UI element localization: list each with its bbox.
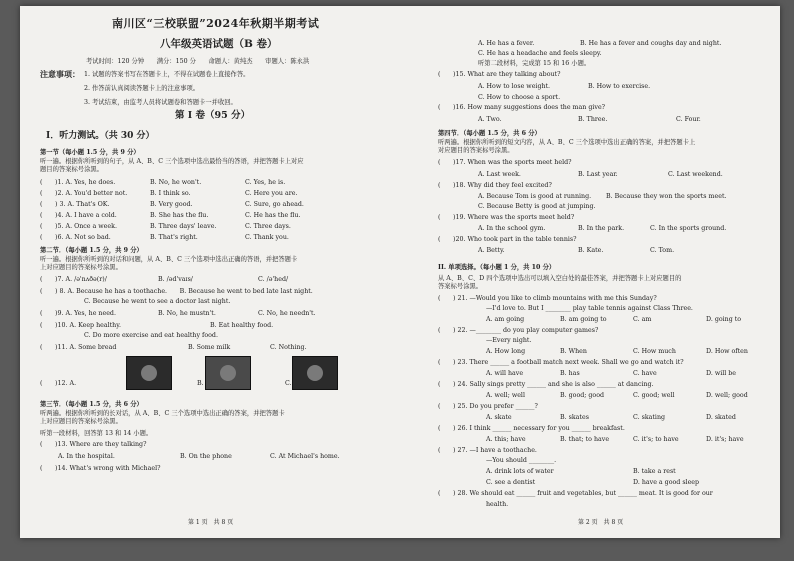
page-1: 南川区“三校联盟”2024年秋期半期考试 八年级英语试题（B 卷） 考试时间：120 分钟 满分：150 分 命题人：黄纯杰 审题人：陈永洪 注意事项： 1. 试题的答案书写在答题卡上，不得在试题卷上直接作答。 2. 作答前认真阅读答题卡上的注意事项。 3. 考试结束，由监考人员将试题卷和答题卡一并收回。 第 I 卷（95 分） I．听力测试。（共 30 分） 第一节（每小题 1.5 分，共 9 分） 听一遍。根据你所听到的句子，从 A、B、C 三个选项中选出最恰当的答语，并把答题卡上对应 题目的答案标号涂黑。 ( )1. A. Yes, he does. B. No, he won't. C. Yes, he is. ( )2. A. You'd better not. B. I think so. C. Here you are. ( ) 3. A. That's OK. B. Very good. C. Sure, go ahead. ( )4. A. I have a cold. B. She has the flu. C. He has the flu. ( )5. A. Once a week. B. Three days' leave. C. Three days. ( )6. A. Not so bad. B. That's right. C. Thank you. 第二节．（每小题 1.5 分，共 9 分） 听一遍。根据你所听到的对话和问题，从 A、B、C 三个选项中选出正确的答语，并把答题卡 上对应题目的答案标号涂黑。 ( )7. A. /ə'nʌðə(r)/ B. /əd'vaɪs/ C. /ə'hed/ ( ) 8. A. Because he has a toothache. B. Because he went to bed late last night. C. Because he went to see a doctor last night. ( )9. A. Yes, he need. B. No, he mustn't. C. No, he needn't. ( )10. A. Keep healthy. B. Eat healthy food. C. Do more exercise and eat healthy food. ( )11. A. Some bread B. Some milk C. Nothing. ( )12. A. B. C. 第三节．（每小题 1.5 分，共 6 分） 听两遍。根据你所听到的长对话，从 A、B、C 三个选项中选出正确的答案，并把答题卡 上对应题目的答案标号涂黑。 听第一段材料，回答第 13 和 14 小题。 ( )13. Where are they talking? A. In the hospital. B. On the phone C. At Michael's home. ( )14. What's wrong with Michael? 第 1 页 共 8 页 [40,17,340,526]
note-1: 1. 试题的答案书写在答题卡上，不得在试题卷上直接作答。 [84,71,250,78]
section-1-heading: I．听力测试。（共 30 分） [46,131,155,141]
q13: ( )13. Where are they talking? [40,441,147,448]
q18-option-c: C. Because Betty is good at jumping. [478,203,596,210]
section-2-instruction-1: 从 A、B、C、D 四个选项中选出可以填入空白处的最佳答案，并把答题卡上对应题目的 [438,275,682,282]
s1-instruction-1: 听一遍。根据你所听到的句子，从 A、B、C 三个选项中选出最恰当的答语，并把答题卡上对应 [40,158,304,165]
s4-instruction-2: 对应题目的答案标号涂黑。 [438,147,514,154]
q15: ( )15. What are they talking about? [438,71,561,78]
s3-note-2: 听第二段材料，完成第 15 和 16 小题。 [478,60,591,67]
q22-reply: —Every night. [486,337,532,344]
section-2-instruction-2: 答案标号涂黑。 [438,283,483,290]
q14-option-c: C. He has a headache and feels sleepy. [478,50,602,57]
q14: ( )14. What's wrong with Michael? [40,465,161,472]
q16: ( )16. How many suggestions does the man give? [438,104,606,111]
q12-option-b-image [205,356,251,390]
q23: ( ) 23. There ______ a football match next week. Shall we go and watch it? [438,359,684,366]
page-2: A. He has a fever. B. He has a fever and coughs day and night. C. He has a headache and feels sleepy. 听第二段材料，完成第 15 和 16 小题。 ( )15. What are they talking about? A. How to lose weight. B. How to exercise. C. How to choose a sport. ( )16. How many suggestions does the man give? A. Two. B. Three. C. Four. 第四节．（每小题 1.5 分，共 6 分） 听两遍。根据你所听到的短文内容，从 A、B、C 三个选项中选出正确的答案，并把答题卡上 对应题目的答案标号涂黑。 ( )17. When was the sports meet held? A. Last week. B. Last year. C. Last weekend. ( )18. Why did they feel excited? A. Because Tom is good at running. B. Because they won the sports meet. C. Because Betty is good at jumping. ( )19. Where was the sports meet held? A. In the school gym. B. In the park. C. In the sports ground. ( )20. Who took part in the table tennis? A. Betty. B. Kate. C. Tom. II. 单项选择。（每小题 1 分，共 10 分） 从 A、B、C、D 四个选项中选出可以填入空白处的最佳答案，并把答题卡上对应题目的 答案标号涂黑。 ( ) 21. —Would you like to climb mountains with me this Sunday? —I'd love to. But I ________ play table tennis against Class Three. A. am going B. am going to C. am D. going to ( ) 22. —________ do you play computer games? —Every night. A. How long B. When C. How much D. How often ( ) 23. There ______ a football match next week. Shall we go and watch it? A. will have B. has C. have D. will be ( ) 24. Sally sings pretty ______ and she is also ______ at dancing. A. well; well B. good; good C. good; well D. well; good ( ) 25. Do you prefer ______? A. skate B. skates C. skating D. skated ( ) 26. I think ______ necessary for you ______ breakfast. A. this; have B. that; to have C. it's; to have D. it's; have ( ) 27. —I have a toothache. —You should ________. A. drink lots of water B. take a rest C. see a dentist D. have a good sleep ( ) 28. We should eat ______ fruit and vegetables, but ______ meat. It is good for our health. 第 2 页 共 8 页 [438,40,748,526]
q22: ( ) 22. —________ do you play computer games? [438,327,599,334]
q12-option-c-image [292,356,338,390]
q8-option-c: C. Because he went to see a doctor last night. [84,298,231,305]
exam-meta: 考试时间：120 分钟 满分：150 分 命题人：黄纯杰 审题人：陈永洪 [86,58,310,65]
q28: ( ) 28. We should eat ______ fruit and vegetables, but ______ meat. It is good for our [438,490,713,497]
exam-sheet [20,6,780,538]
s3-instruction-1: 听两遍。根据你所听到的长对话，从 A、B、C 三个选项中选出正确的答案，并把答题卡 [40,410,285,417]
exam-subtitle: 八年级英语试题（B 卷） [160,38,278,50]
s4-heading: 第四节．（每小题 1.5 分，共 6 分） [438,130,541,137]
q21-reply: —I'd love to. But I ________ play table tennis against Class Three. [486,305,693,312]
q24: ( ) 24. Sally sings pretty ______ and she is also ______ at dancing. [438,381,654,388]
q28-continuation: health. [486,501,509,508]
s2-heading: 第二节．（每小题 1.5 分，共 9 分） [40,247,143,254]
q17: ( )17. When was the sports meet held? [438,159,572,166]
page-1-footer: 第 1 页 共 8 页 [188,519,234,526]
s3-heading: 第三节．（每小题 1.5 分，共 6 分） [40,401,143,408]
note-2: 2. 作答前认真阅读答题卡上的注意事项。 [84,85,200,92]
q12-option-a-image [126,356,172,390]
q15-option-c: C. How to choose a sport. [478,94,561,101]
q18: ( )18. Why did they feel excited? [438,182,552,189]
s3-note: 听第一段材料，回答第 13 和 14 小题。 [40,430,153,437]
s1-heading: 第一节（每小题 1.5 分，共 9 分） [40,149,140,156]
s4-instruction-1: 听两遍。根据你所听到的短文内容，从 A、B、C 三个选项中选出正确的答案，并把答题卡上 [438,139,696,146]
q27-reply: —You should ________. [486,457,557,464]
section-2-heading: II. 单项选择。（每小题 1 分，共 10 分） [438,264,556,271]
q25: ( ) 25. Do you prefer ______? [438,403,538,410]
exam-title: 南川区“三校联盟”2024年秋期半期考试 [112,17,320,30]
q19: ( )19. Where was the sports meet held? [438,214,575,221]
q10-option-c: C. Do more exercise and eat healthy food. [84,332,218,339]
part-1-heading: 第 I 卷（95 分） [175,110,251,121]
q27: ( ) 27. —I have a toothache. [438,447,537,454]
notes-label: 注意事项： [40,69,80,79]
s3-instruction-2: 上对应题目的答案标号涂黑。 [40,418,122,425]
q20: ( )20. Who took part in the table tennis? [438,236,577,243]
s1-instruction-2: 题目的答案标号涂黑。 [40,166,103,173]
s2-instruction-1: 听一遍。根据你所听到的对话和问题，从 A、B、C 三个选项中选出正确的答语，并把答题卡 [40,256,298,263]
page-2-footer: 第 2 页 共 8 页 [578,519,624,526]
q21: ( ) 21. —Would you like to climb mountains with me this Sunday? [438,295,657,302]
q8: ( ) 8. A. Because he has a toothache. B. Because he went to bed late last night. [40,288,313,295]
s2-instruction-2: 上对应题目的答案标号涂黑。 [40,264,122,271]
note-3: 3. 考试结束，由监考人员将试题卷和答题卡一并收回。 [84,99,237,106]
q26: ( ) 26. I think ______ necessary for you ______ breakfast. [438,425,625,432]
